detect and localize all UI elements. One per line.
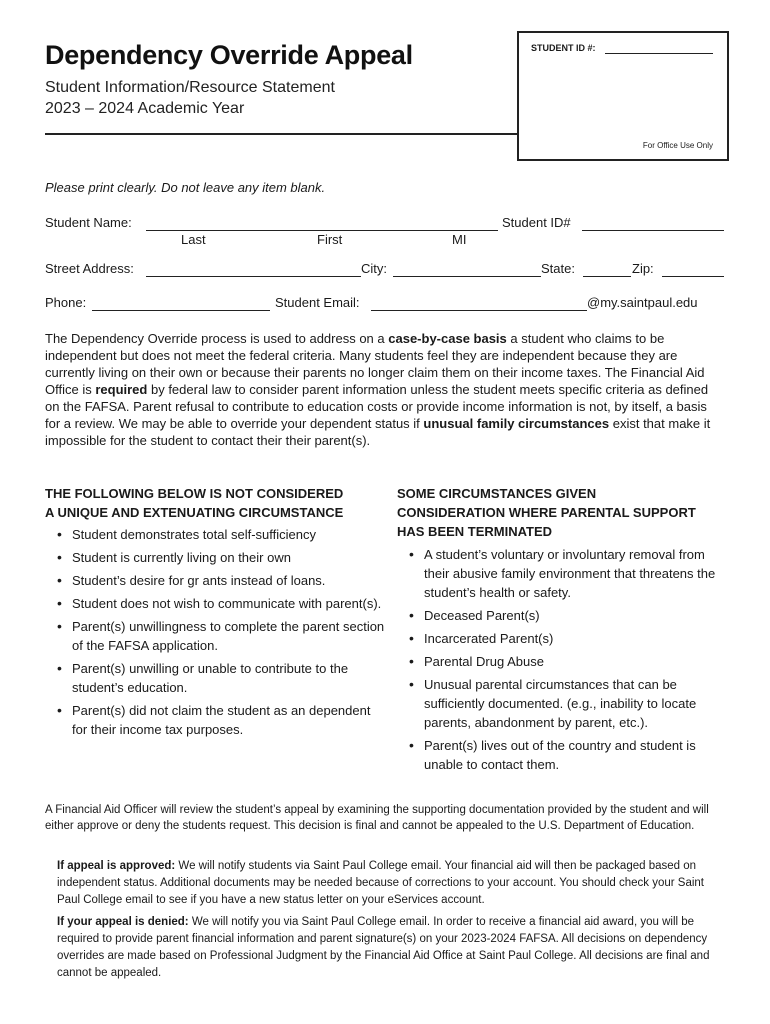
list-item: • Student is currently living on their own <box>45 548 385 567</box>
student-name-label: Student Name: <box>45 215 132 230</box>
intro-paragraph: The Dependency Override process is used to address on a case-by-case basis a student who claims to be independent but does not meet the federal criteria. Many students feel they are independent because they are currently living on their own or because their parents no longer claim them on their income taxes. The Financial Aid Office is required by federal law to consider parent information unless the student meets specific criteria as defined on the FAFSA. Parent refusal to contribute to education costs or provide income information is not, by itself, a basis for a review. We may be able to override your dependent status if unusual family circumstances exist that make it impossible for the student to contact their their parent(s). <box>45 331 711 448</box>
office-use-box <box>517 31 729 161</box>
state-label: State: <box>541 261 575 276</box>
office-student-id-field[interactable] <box>605 53 713 54</box>
city-label: City: <box>361 261 387 276</box>
student-id-field[interactable] <box>582 230 724 231</box>
student-name-field[interactable] <box>146 230 498 231</box>
instructions: Please print clearly. Do not leave any item blank. <box>45 180 326 195</box>
email-domain: @my.saintpaul.edu <box>587 295 698 310</box>
list-item: • Student does not wish to communicate with parent(s). <box>45 594 385 613</box>
review-paragraph: A Financial Aid Officer will review the student’s appeal by examining the supporting documentation provided by the student and will either approve or deny the students request. This decision is final and cannot be appealed to the U.S. Department of Education. <box>45 804 709 832</box>
zip-label: Zip: <box>632 261 654 276</box>
list-item: • Incarcerated Parent(s) <box>397 629 727 648</box>
phone-field[interactable] <box>92 310 270 311</box>
page-title: Dependency Override Appeal <box>45 40 413 70</box>
phone-label: Phone: <box>45 295 87 310</box>
academic-year: 2023 – 2024 Academic Year <box>45 100 245 117</box>
list-item: • Parental Drug Abuse <box>397 652 727 671</box>
page-subtitle: Student Information/Resource Statement <box>45 79 335 96</box>
student-email-field[interactable] <box>371 310 587 311</box>
office-use-label: For Office Use Only <box>642 141 713 150</box>
student-email-label: Student Email: <box>275 295 360 310</box>
header-divider <box>45 133 518 135</box>
considered-list <box>397 545 727 778</box>
approved-paragraph: If appeal is approved: We will notify students via Saint Paul College email. Your financial aid will then be packaged based on independent status. Additional documents may be needed because of corrections to your account. You should check your Saint Paul College email to see if you have a new status letter on your eServices account. <box>57 860 704 906</box>
denied-paragraph: If your appeal is denied: We will notify you via Saint Paul College email. In order to receive a financial aid award, you will be required to provide parent financial information and parent signature(s) on your 2023-2024 FAFSA. All decisions on dependency overrides are made based on Professional Judgment by the Financial Aid Office at Saint Paul College. All decisions are final and cannot be appealed. <box>57 916 710 979</box>
street-address-field[interactable] <box>146 276 361 277</box>
list-item: • Unusual parental circumstances that can be sufficiently documented. (e.g., inability to locate parents, abandonment by parent, etc.). <box>397 675 727 732</box>
office-student-id-label: STUDENT ID #: <box>531 43 596 53</box>
state-field[interactable] <box>583 276 631 277</box>
denied-label: If your appeal is denied: <box>57 916 189 928</box>
list-item: • A student’s voluntary or involuntary removal from their abusive family environment that threatens the student’s health or safety. <box>397 545 727 602</box>
not-considered-heading: THE FOLLOWING BELOW IS NOT CONSIDERED A UNIQUE AND EXTENUATING CIRCUMSTANCE <box>45 486 344 520</box>
considered-heading: SOME CIRCUMSTANCES GIVEN CONSIDERATION WHERE PARENTAL SUPPORT HAS BEEN TERMINATED <box>397 486 696 539</box>
city-field[interactable] <box>393 276 541 277</box>
list-item: • Parent(s) unwilling or unable to contribute to the student’s education. <box>45 659 385 697</box>
first-name-label: First <box>317 232 343 247</box>
approved-label: If appeal is approved: <box>57 860 176 872</box>
list-item: • Student demonstrates total self-sufficiency <box>45 525 385 544</box>
list-item: • Parent(s) unwillingness to complete the parent section of the FAFSA application. <box>45 617 385 655</box>
list-item: • Student’s desire for gr ants instead of loans. <box>45 571 385 590</box>
street-address-label: Street Address: <box>45 261 134 276</box>
zip-field[interactable] <box>662 276 724 277</box>
last-name-label: Last <box>181 232 206 247</box>
middle-initial-label: MI <box>452 232 467 247</box>
student-id-label: Student ID# <box>502 215 571 230</box>
list-item: • Deceased Parent(s) <box>397 606 727 625</box>
not-considered-list <box>45 525 385 743</box>
list-item: • Parent(s) lives out of the country and student is unable to contact them. <box>397 736 727 774</box>
list-item: • Parent(s) did not claim the student as an dependent for their income tax purposes. <box>45 701 385 739</box>
